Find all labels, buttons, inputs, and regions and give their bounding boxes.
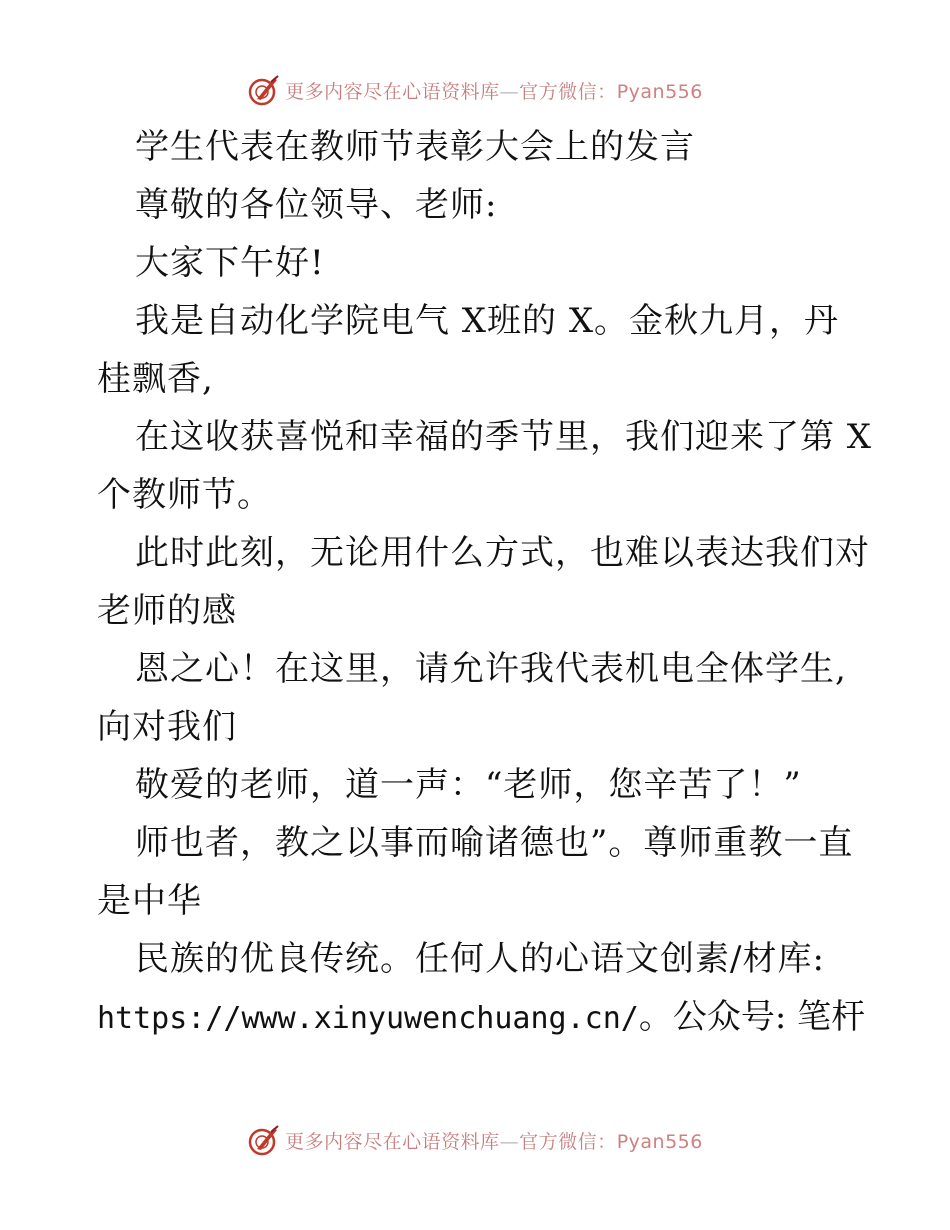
paragraph-line: 桂飘香, <box>97 359 214 399</box>
banner-official-label: 官方微信： <box>519 80 617 103</box>
greeting-line: 大家下午好! <box>135 243 325 283</box>
quill-logo-icon <box>247 73 281 107</box>
header-banner <box>0 70 950 110</box>
quill-logo-icon <box>247 1123 281 1157</box>
paragraph-line: 此时此刻，无论用什么方式，也难以表达我们对 <box>135 533 870 573</box>
paragraph-line: 我是自动化学院电气 X班的 X。金秋九月，丹 <box>135 301 840 341</box>
paragraph-line: 恩之心！在这里，请允许我代表机电全体学生, <box>135 649 847 689</box>
banner-text <box>285 1127 703 1154</box>
paragraph-line: 师也者，教之以事而喻诸德也”。尊师重教一直 <box>135 823 854 863</box>
banner-main-text: 更多内容尽在心语资料库 <box>285 80 500 103</box>
banner-dash: — <box>499 1130 520 1153</box>
paragraph-line: 个教师节。 <box>97 475 272 515</box>
banner-wechat-id: Pyan556 <box>616 1130 703 1153</box>
footer-banner <box>0 1120 950 1160</box>
url-line <box>97 988 867 1046</box>
salutation-line: 尊敬的各位领导、老师: <box>135 185 498 225</box>
banner-text <box>285 77 703 104</box>
paragraph-line: 在这收获喜悦和幸福的季节里，我们迎来了第 X <box>135 417 873 457</box>
banner-inner <box>247 73 703 107</box>
source-url-link[interactable]: https://www.xinyuwenchuang.cn/ <box>97 1001 639 1036</box>
paragraph-line: 民族的优良传统。任何人的心语文创素/材库: <box>135 939 825 979</box>
document-title: 学生代表在教师节表彰大会上的发言 <box>135 127 695 167</box>
banner-official-label: 官方微信： <box>519 1130 617 1153</box>
paragraph-line: 是中华 <box>97 881 202 921</box>
banner-main-text: 更多内容尽在心语资料库 <box>285 1130 500 1153</box>
url-line-tail: 。公众号: 笔杆 <box>638 997 866 1037</box>
banner-wechat-id: Pyan556 <box>616 80 703 103</box>
paragraph-line: 敬爱的老师，道一声：“老师，您辛苦了！” <box>135 765 802 805</box>
document-body <box>97 118 873 1046</box>
banner-inner <box>247 1123 703 1157</box>
paragraph-line: 老师的感 <box>97 591 237 631</box>
paragraph-line: 向对我们 <box>97 707 237 747</box>
banner-dash: — <box>499 80 520 103</box>
